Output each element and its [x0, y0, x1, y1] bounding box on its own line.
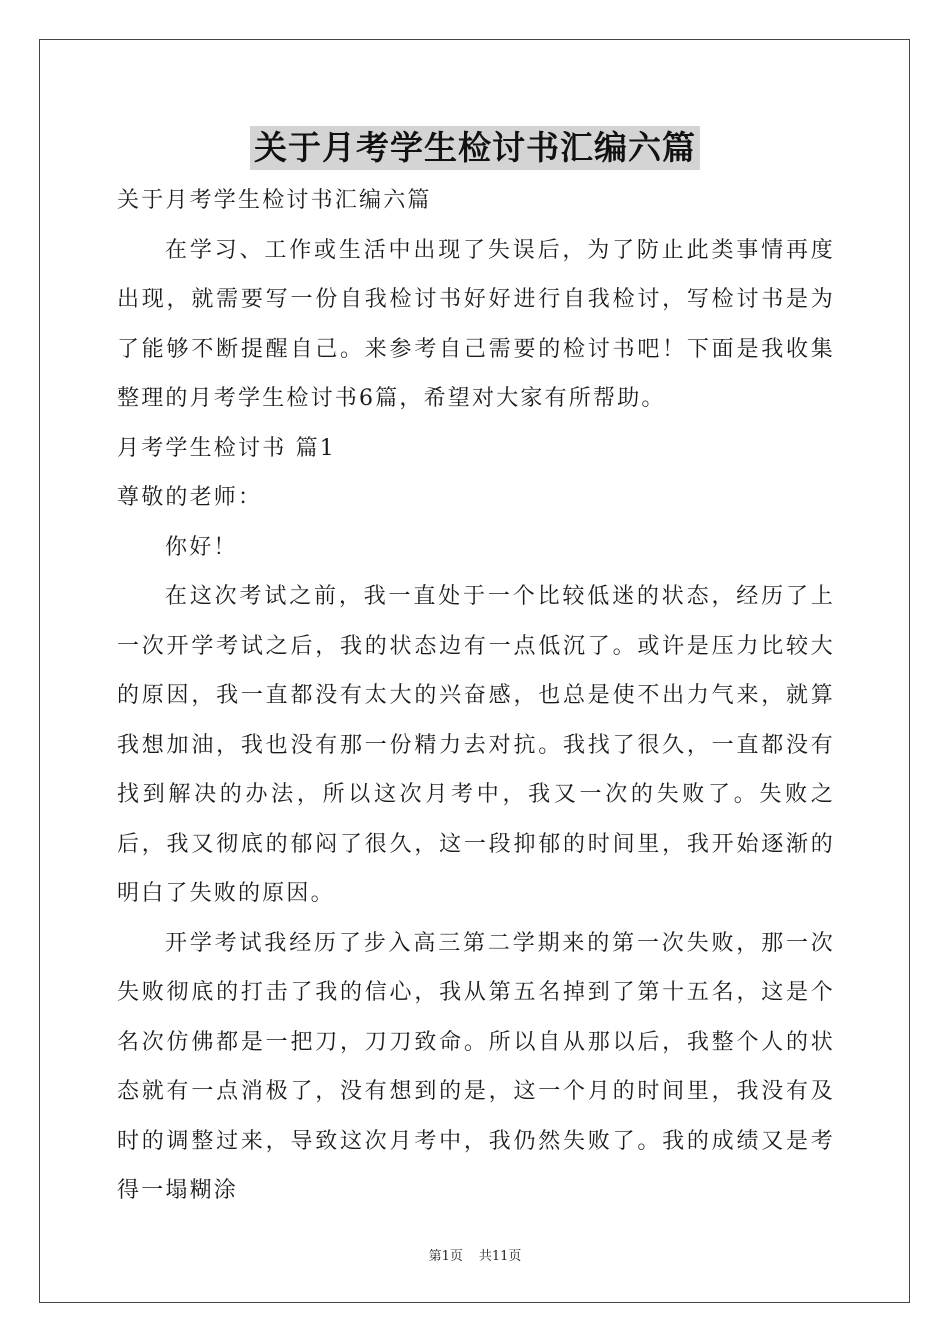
page-footer	[0, 1245, 950, 1264]
document-body	[117, 176, 835, 1216]
subtitle-paragraph: 关于月考学生检讨书汇编六篇	[117, 188, 432, 213]
section-heading: 月考学生检讨书 篇1	[117, 435, 336, 461]
body-paragraph: 在这次考试之前，我一直处于一个比较低迷的状态，经历了上一次开学考试之后，我的状态边有一点低沉了。或许是压力比较大的原因，我一直都没有太大的兴奋感，也总是使不出力气来，就算我想加油，我也没有那一份精力去对抗。我找了很久，一直都没有找到解决的办法，所以这次月考中，我又一次的失败了。失败之后，我又彻底的郁闷了很久，这一段抑郁的时间里，我开始逐渐的明白了失败的原因。	[117, 584, 835, 906]
document-title	[0, 126, 950, 170]
body-paragraph: 开学考试我经历了步入高三第二学期来的第一次失败，那一次失败彻底的打击了我的信心，我从第五名掉到了第十五名，这是个名次仿佛都是一把刀，刀刀致命。所以自从那以后，我整个人的状态就有一点消极了，没有想到的是，这一个月的时间里，我没有及时的调整过来，导致这次月考中，我仍然失败了。我的成绩又是考得一塌糊涂	[117, 930, 835, 1203]
page-number: 第1页	[428, 1249, 463, 1264]
salutation: 尊敬的老师：	[117, 485, 263, 510]
document-title-text: 关于月考学生检讨书汇编六篇	[250, 126, 700, 170]
intro-paragraph: 在学习、工作或生活中出现了失误后，为了防止此类事情再度出现，就需要写一份自我检讨书好好进行自我检讨，写检讨书是为了能够不断提醒自己。来参考自己需要的检讨书吧！下面是我收集整理的月考学生检讨书6篇，希望对大家有所帮助。	[117, 237, 835, 411]
greeting: 你好！	[165, 534, 238, 560]
page-total: 共11页	[478, 1249, 522, 1264]
